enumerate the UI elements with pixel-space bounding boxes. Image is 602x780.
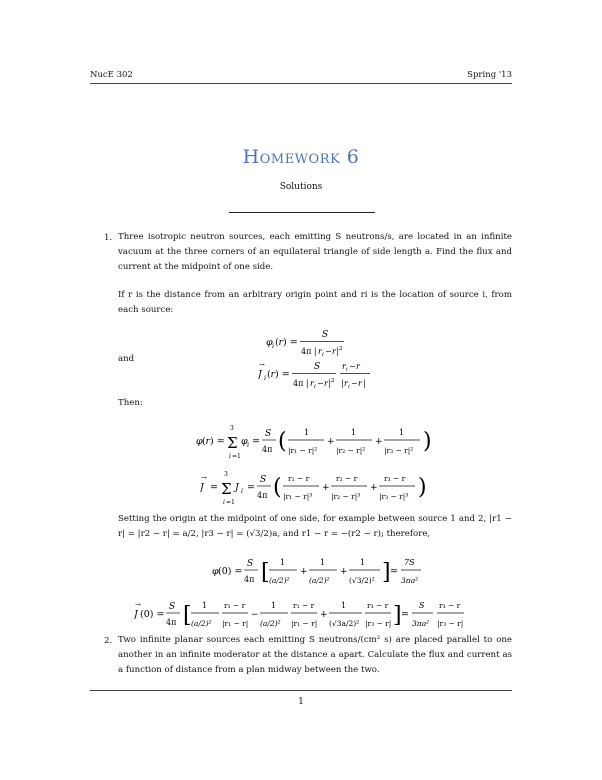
svg-text:→: → xyxy=(201,474,207,482)
svg-text:|r₁ − r|: |r₁ − r| xyxy=(291,619,318,628)
svg-text:|: | xyxy=(341,379,344,388)
svg-text:S: S xyxy=(169,602,176,612)
svg-text:1: 1 xyxy=(399,428,405,437)
svg-text:|r₃ − r|: |r₃ − r| xyxy=(437,619,464,628)
svg-text:|r₁ − r|³: |r₁ − r|³ xyxy=(283,492,313,501)
svg-text:φ: φ xyxy=(241,436,248,447)
svg-text:φ: φ xyxy=(266,337,273,348)
svg-text:r: r xyxy=(342,362,346,371)
svg-text:r₁ − r: r₁ − r xyxy=(224,601,246,610)
svg-text:4π: 4π xyxy=(257,491,268,500)
svg-text:1: 1 xyxy=(341,601,347,610)
svg-text:=: = xyxy=(252,436,260,447)
svg-text:1: 1 xyxy=(271,601,277,610)
svg-text:i: i xyxy=(229,453,231,460)
svg-text:(√3a/2)²: (√3a/2)² xyxy=(329,619,360,628)
svg-text:r₂ − r: r₂ − r xyxy=(336,474,358,483)
svg-text:(: ( xyxy=(278,429,287,454)
svg-text:r: r xyxy=(358,379,362,388)
svg-text:2: 2 xyxy=(339,346,343,352)
svg-text:(√3/2)²: (√3/2)² xyxy=(349,576,375,585)
svg-text:4π |: 4π | xyxy=(293,379,309,388)
equation-phi-sum xyxy=(196,420,441,468)
svg-text:S: S xyxy=(265,429,272,439)
svg-text:(a/2)²: (a/2)² xyxy=(260,619,281,628)
problem-2-number: 2. xyxy=(104,636,113,646)
svg-text:(0) =: (0) = xyxy=(140,609,165,620)
svg-text:[: [ xyxy=(183,603,192,628)
svg-text:3: 3 xyxy=(224,471,228,478)
then-label: Then: xyxy=(118,398,143,408)
svg-text:J: J xyxy=(258,369,262,380)
svg-text:]: ] xyxy=(393,603,402,628)
svg-text:|r₂ − r|³: |r₂ − r|³ xyxy=(331,492,361,501)
and-label: and xyxy=(118,354,135,364)
svg-text:) =: ) = xyxy=(210,436,225,447)
header-rule xyxy=(90,83,512,84)
svg-text:−: − xyxy=(349,362,356,371)
svg-text:φ: φ xyxy=(212,566,219,577)
header-term: Spring '13 xyxy=(467,70,512,80)
svg-text:+: + xyxy=(300,567,308,577)
svg-text:2: 2 xyxy=(331,378,335,384)
equation-J-i xyxy=(258,358,378,396)
svg-text:S: S xyxy=(260,475,267,485)
svg-text:(0) =: (0) = xyxy=(218,566,243,577)
svg-text:(a/2)²: (a/2)² xyxy=(309,576,330,585)
equation-phi-zero xyxy=(212,552,422,598)
svg-text:3: 3 xyxy=(230,425,234,432)
svg-text:+: + xyxy=(370,483,378,493)
svg-text:(: ( xyxy=(202,436,206,447)
svg-text:r₃ − r: r₃ − r xyxy=(439,601,461,610)
svg-text:(: ( xyxy=(275,337,279,348)
svg-text:Σ: Σ xyxy=(227,434,238,452)
header-course: NucE 302 xyxy=(90,70,133,80)
svg-text:(a/2)²: (a/2)² xyxy=(191,619,212,628)
svg-text:|: | xyxy=(336,347,339,356)
problem-1-number: 1. xyxy=(104,233,113,243)
svg-text:i: i xyxy=(272,342,275,350)
svg-text:|r₂ − r|²: |r₂ − r|² xyxy=(336,446,366,455)
svg-text:r₃ − r: r₃ − r xyxy=(384,474,406,483)
svg-text:−: − xyxy=(251,610,259,620)
svg-text:i: i xyxy=(264,374,267,382)
svg-text:i: i xyxy=(322,352,324,358)
svg-text:4π: 4π xyxy=(262,445,273,454)
svg-text:|r₁ − r|²: |r₁ − r|² xyxy=(288,446,318,455)
svg-text:i: i xyxy=(247,441,250,449)
svg-text:→: → xyxy=(259,361,265,369)
svg-text:]: ] xyxy=(382,560,391,585)
svg-text:): ) xyxy=(418,475,427,500)
svg-text:i: i xyxy=(346,367,348,373)
svg-text:−: − xyxy=(351,379,358,388)
svg-text:=1: =1 xyxy=(232,453,241,460)
svg-text:=: = xyxy=(401,609,409,620)
svg-text:S: S xyxy=(419,601,425,610)
svg-text:1: 1 xyxy=(351,428,357,437)
svg-text:[: [ xyxy=(261,560,270,585)
svg-text:=1: =1 xyxy=(226,499,235,506)
svg-text:1: 1 xyxy=(280,558,286,567)
svg-text:+: + xyxy=(327,437,335,447)
svg-text:1: 1 xyxy=(304,428,310,437)
svg-text:→: → xyxy=(135,601,141,609)
equation-J-sum xyxy=(200,466,440,514)
svg-text:4π |: 4π | xyxy=(301,347,317,356)
svg-text:+: + xyxy=(340,567,348,577)
problem-1-statement: Three isotropic neutron sources, each emitting S neutrons/s, are located in an infinite vacuum at the three corners of an equilateral triangle of side length a. Find the flux and current at the midpoint of one side. xyxy=(118,232,512,272)
svg-text:+: + xyxy=(320,610,328,620)
svg-text:1: 1 xyxy=(320,558,326,567)
svg-text:=: = xyxy=(247,482,255,493)
svg-text:r: r xyxy=(270,369,276,380)
setting-paragraph: Setting the origin at the midpoint of one side, for example between source 1 and 2, |r1 − r| = |r2 − r| = a/2, |r3 − r| = (√3/2)a, and r1 − r = −(r2 − r); therefore, xyxy=(118,514,512,539)
svg-text:1: 1 xyxy=(202,601,208,610)
svg-text:r: r xyxy=(310,379,314,388)
svg-text:4π: 4π xyxy=(244,575,255,584)
svg-text:r₃ − r: r₃ − r xyxy=(367,601,389,610)
svg-text:|: | xyxy=(328,379,331,388)
svg-text:i: i xyxy=(314,384,316,390)
svg-text:4π: 4π xyxy=(166,618,177,627)
svg-text:3πa²: 3πa² xyxy=(401,576,419,585)
problem-2-statement: Two infinite planar sources each emitting S neutrons/(cm² s) are placed parallel to one another in an infinite moderator at the distance a apart. Calculate the flux and current as a function of distance from a plan midway between the two. xyxy=(118,635,512,675)
page-number: 1 xyxy=(298,697,304,707)
svg-text:r: r xyxy=(324,379,328,388)
svg-text:J: J xyxy=(200,482,204,493)
svg-text:S: S xyxy=(314,362,321,372)
svg-text:S: S xyxy=(247,559,254,569)
svg-text:|r₃ − r|³: |r₃ − r|³ xyxy=(379,492,409,501)
svg-text:7S: 7S xyxy=(404,558,415,567)
problem-1-intro: If r is the distance from an arbitrary origin point and ri is the location of source i, from each source: xyxy=(118,290,512,315)
svg-text:r: r xyxy=(318,347,322,356)
svg-text:−: − xyxy=(317,379,324,388)
svg-text:r: r xyxy=(278,337,284,348)
svg-text:|r₃ − r|: |r₃ − r| xyxy=(365,619,392,628)
svg-text:(a/2)²: (a/2)² xyxy=(269,576,290,585)
page-title: Homework 6 xyxy=(242,146,360,168)
title-separator xyxy=(229,212,375,213)
svg-text:r: r xyxy=(356,362,360,371)
svg-text:): ) xyxy=(423,429,432,454)
page-subtitle: Solutions xyxy=(279,182,323,192)
svg-text:+: + xyxy=(375,437,383,447)
svg-text:−: − xyxy=(325,347,332,356)
svg-text:r₁ − r: r₁ − r xyxy=(293,601,315,610)
svg-text:i: i xyxy=(348,384,350,390)
svg-text:r: r xyxy=(332,347,336,356)
svg-text:Σ: Σ xyxy=(221,480,232,498)
svg-text:=: = xyxy=(390,566,398,577)
svg-text:r: r xyxy=(344,379,348,388)
footer-rule xyxy=(90,690,512,691)
svg-text:1: 1 xyxy=(360,558,366,567)
svg-text:r₁ − r: r₁ − r xyxy=(288,474,310,483)
svg-text:r: r xyxy=(205,436,211,447)
svg-text:i: i xyxy=(241,487,244,495)
svg-text:J: J xyxy=(134,609,138,620)
svg-text:) =: ) = xyxy=(275,369,290,380)
svg-text:|r₁ − r|: |r₁ − r| xyxy=(222,619,249,628)
svg-text:i: i xyxy=(223,499,225,506)
svg-text:) =: ) = xyxy=(283,337,298,348)
svg-text:J: J xyxy=(235,482,239,493)
svg-text:|: | xyxy=(363,379,366,388)
svg-text:=: = xyxy=(210,482,218,493)
svg-text:+: + xyxy=(322,483,330,493)
svg-text:S: S xyxy=(322,330,329,340)
svg-text:|r₃ − r|²: |r₃ − r|² xyxy=(384,446,414,455)
svg-text:φ: φ xyxy=(196,436,203,447)
svg-text:3πa²: 3πa² xyxy=(412,619,430,628)
svg-text:(: ( xyxy=(267,369,271,380)
svg-text:(: ( xyxy=(273,475,282,500)
